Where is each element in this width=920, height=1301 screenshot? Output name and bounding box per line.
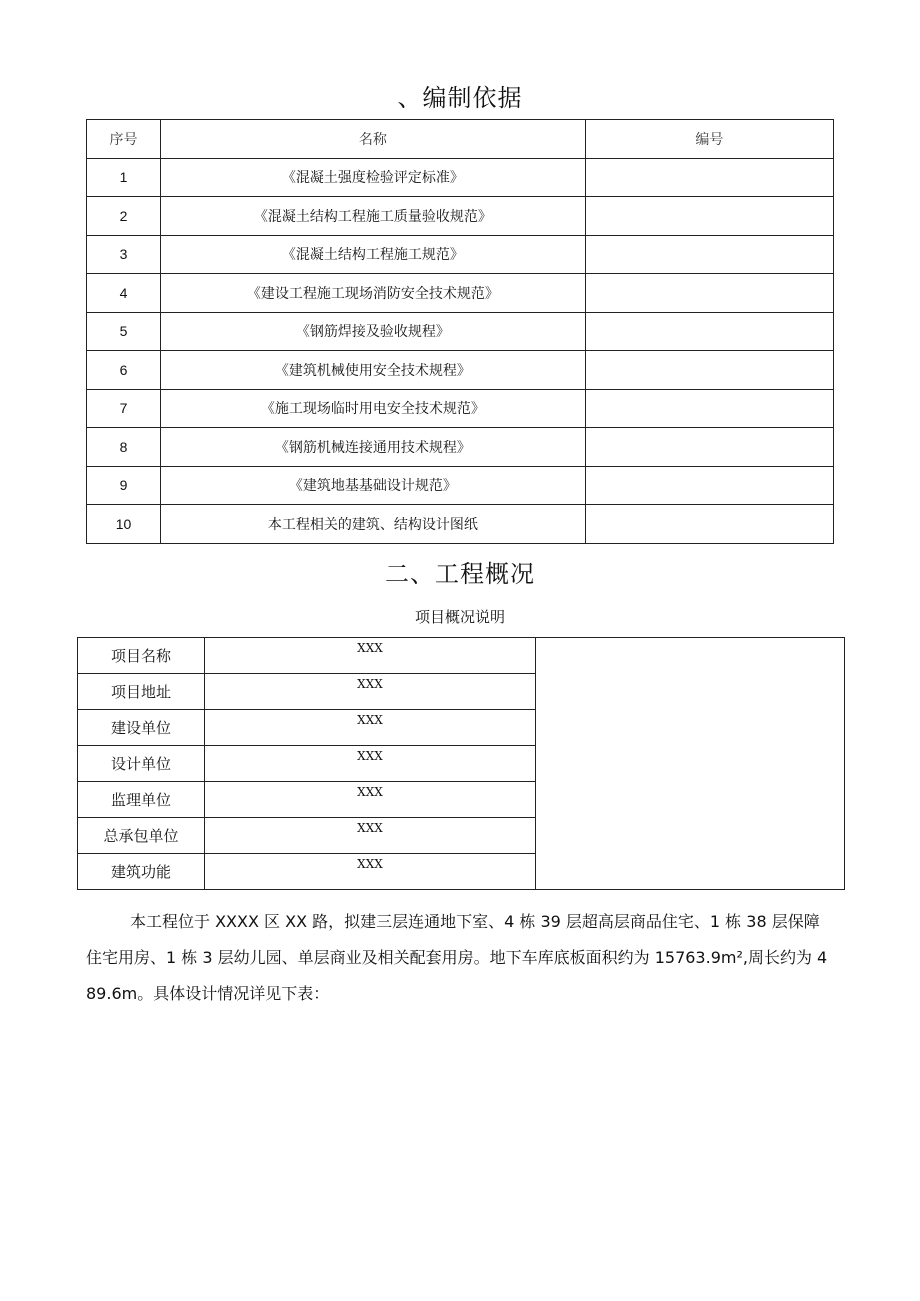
row-name: 本工程相关的建筑、结构设计图纸: [161, 505, 586, 544]
overview-value: XXX: [205, 782, 536, 818]
row-code: [585, 235, 833, 274]
row-no: 1: [87, 158, 161, 197]
row-name: 《钢筋机械连接通用技术规程》: [161, 428, 586, 467]
row-no: 2: [87, 197, 161, 236]
row-no: 9: [87, 466, 161, 505]
basis-table-row: [87, 312, 834, 351]
section-title-basis: 、编制依据: [397, 84, 523, 112]
overview-row: [78, 638, 845, 674]
overview-table: [77, 637, 845, 890]
row-name: 《混凝土结构工程施工规范》: [161, 235, 586, 274]
row-code: [585, 197, 833, 236]
row-no: 3: [87, 235, 161, 274]
row-code: [585, 158, 833, 197]
overview-label: 建设单位: [78, 710, 205, 746]
row-code: [585, 428, 833, 467]
basis-table-row: [87, 235, 834, 274]
section-title-overview: 二、工程概况: [385, 560, 535, 588]
basis-table-row: [87, 274, 834, 313]
row-no: 7: [87, 389, 161, 428]
row-code: [585, 274, 833, 313]
row-no: 4: [87, 274, 161, 313]
row-name: 《建筑机械使用安全技术规程》: [161, 351, 586, 390]
row-code: [585, 351, 833, 390]
overview-value: XXX: [205, 674, 536, 710]
overview-label: 项目地址: [78, 674, 205, 710]
row-code: [585, 505, 833, 544]
basis-table-header-row: [87, 120, 834, 159]
basis-table-row: [87, 158, 834, 197]
overview-label: 监理单位: [78, 782, 205, 818]
row-code: [585, 466, 833, 505]
header-name: 名称: [161, 120, 586, 159]
basis-table-row: [87, 505, 834, 544]
row-no: 6: [87, 351, 161, 390]
overview-label: 总承包单位: [78, 818, 205, 854]
basis-table-row: [87, 197, 834, 236]
row-name: 《施工现场临时用电安全技术规范》: [161, 389, 586, 428]
overview-value: XXX: [205, 746, 536, 782]
project-description: 本工程位于 XXXX 区 XX 路，拟建三层连通地下室、4 栋 39 层超高层商品住宅、1 栋 38 层保障住宅用房、1 栋 3 层幼儿园、单层商业及相关配套用房。地下车库底板面积约为 15763.9m²,周长约为 489.6m。具体设计情况详见下表：: [86, 912, 828, 1003]
overview-value: XXX: [205, 638, 536, 674]
basis-table-row: [87, 351, 834, 390]
overview-image-area: [536, 638, 845, 890]
overview-label: 设计单位: [78, 746, 205, 782]
row-no: 10: [87, 505, 161, 544]
basis-table-row: [87, 466, 834, 505]
overview-value: XXX: [205, 710, 536, 746]
row-name: 《建筑地基基础设计规范》: [161, 466, 586, 505]
row-name: 《混凝土结构工程施工质量验收规范》: [161, 197, 586, 236]
overview-label: 项目名称: [78, 638, 205, 674]
row-name: 《混凝土强度检验评定标准》: [161, 158, 586, 197]
overview-label: 建筑功能: [78, 854, 205, 890]
row-code: [585, 389, 833, 428]
overview-value: XXX: [205, 854, 536, 890]
header-no: 序号: [87, 120, 161, 159]
row-no: 8: [87, 428, 161, 467]
row-no: 5: [87, 312, 161, 351]
basis-table-row: [87, 389, 834, 428]
overview-caption: 项目概况说明: [414, 608, 505, 626]
row-name: 《建设工程施工现场消防安全技术规范》: [161, 274, 586, 313]
basis-table-row: [87, 428, 834, 467]
basis-table: [86, 119, 834, 544]
header-code: 编号: [585, 120, 833, 159]
row-code: [585, 312, 833, 351]
overview-value: XXX: [205, 818, 536, 854]
row-name: 《钢筋焊接及验收规程》: [161, 312, 586, 351]
